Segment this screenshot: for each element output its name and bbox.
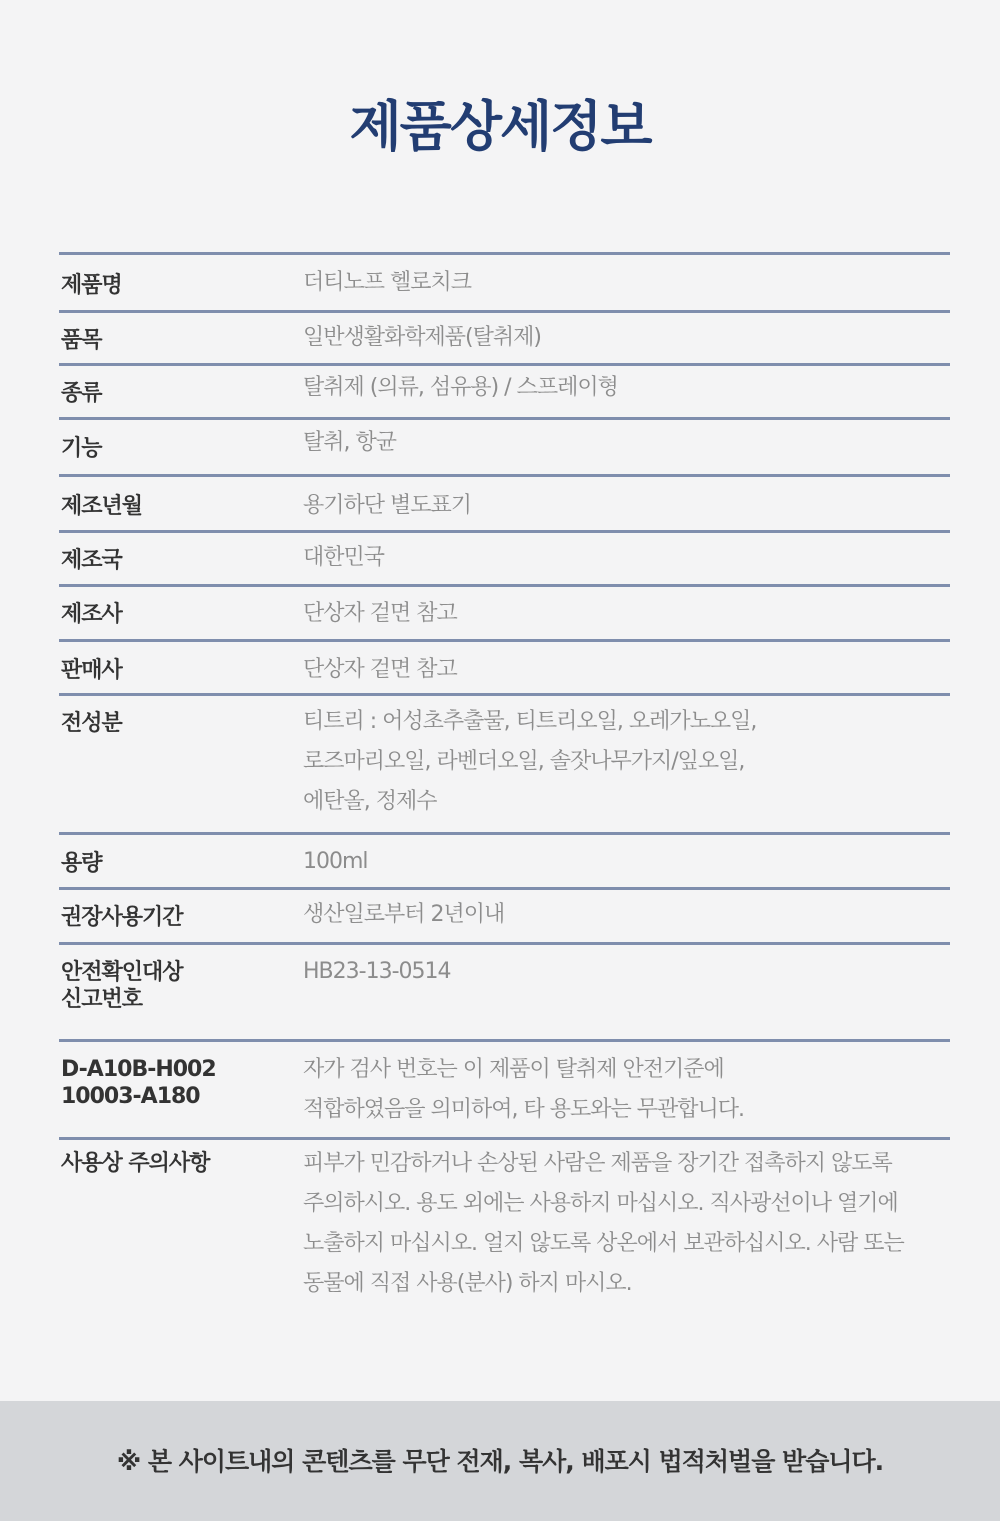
spec-row-function bbox=[59, 417, 950, 474]
spec-label: 사용상 주의사항 bbox=[61, 1151, 210, 1176]
spec-value-line: 탈취, 항균 bbox=[303, 430, 396, 455]
spec-value bbox=[303, 486, 950, 530]
spec-row-type bbox=[59, 363, 950, 417]
spec-row-product-name bbox=[59, 252, 950, 310]
spec-value-line: 티트리 : 어성초추출물, 티트리오일, 오레가노오일, bbox=[303, 709, 757, 734]
spec-label bbox=[59, 1056, 303, 1137]
spec-label: 권장사용기간 bbox=[61, 905, 183, 930]
spec-value bbox=[303, 895, 950, 942]
spec-label: 제조년월 bbox=[61, 494, 143, 519]
spec-label-line: 신고번호 bbox=[61, 987, 143, 1012]
spec-row-recommended-period bbox=[59, 887, 950, 942]
spec-value-line: 100ml bbox=[303, 849, 368, 874]
spec-value-line: 단상자 겉면 참고 bbox=[303, 657, 457, 682]
spec-label: 용량 bbox=[61, 851, 102, 876]
spec-value-line: 용기하단 별도표기 bbox=[303, 493, 472, 518]
spec-label: 종류 bbox=[61, 381, 102, 406]
spec-label: 판매사 bbox=[61, 658, 122, 683]
spec-value bbox=[303, 1144, 950, 1317]
spec-value-line: HB23-13-0514 bbox=[303, 959, 451, 984]
spec-value-line: 로즈마리오일, 라벤더오일, 솔잣나무가지/잎오일, bbox=[303, 749, 745, 774]
spec-label-line: 안전확인대상 bbox=[61, 960, 183, 985]
spec-value-line: 일반생활화학제품(탈취제) bbox=[303, 325, 541, 350]
spec-value-line: 피부가 민감하거나 손상된 사람은 제품을 장기간 접촉하지 않도록 bbox=[303, 1151, 892, 1176]
spec-row-safety-report-number bbox=[59, 942, 950, 1039]
spec-value bbox=[303, 842, 950, 887]
spec-row-seller bbox=[59, 639, 950, 693]
spec-label-line: D-A10B-H002 bbox=[61, 1057, 216, 1082]
spec-label: 제조사 bbox=[61, 602, 122, 627]
spec-value-line: 더티노프 헬로치크 bbox=[303, 270, 472, 295]
copyright-notice: ※ 본 사이트내의 콘텐츠를 무단 전재, 복사, 배포시 법적처벌을 받습니다. bbox=[116, 1447, 884, 1476]
spec-value-line: 자가 검사 번호는 이 제품이 탈취제 안전기준에 bbox=[303, 1057, 724, 1082]
spec-label: 제품명 bbox=[61, 273, 122, 298]
spec-row-manufacture-date bbox=[59, 474, 950, 530]
spec-row-precautions bbox=[59, 1137, 950, 1317]
spec-row-category bbox=[59, 310, 950, 363]
spec-label: 품목 bbox=[61, 328, 102, 353]
spec-row-manufacturer bbox=[59, 584, 950, 639]
spec-value-line: 적합하였음을 의미하여, 타 용도와는 무관합니다. bbox=[303, 1097, 745, 1122]
spec-value-line: 단상자 겉면 참고 bbox=[303, 601, 457, 626]
spec-row-volume bbox=[59, 832, 950, 887]
spec-value bbox=[303, 594, 950, 639]
spec-table bbox=[59, 252, 950, 1317]
spec-value bbox=[303, 1050, 950, 1137]
spec-label-line: 10003-A180 bbox=[61, 1084, 200, 1109]
spec-value-line: 노출하지 마십시오. 얼지 않도록 상온에서 보관하십시오. 사람 또는 bbox=[303, 1231, 904, 1256]
spec-value-line: 탈취제 (의류, 섬유용) / 스프레이형 bbox=[303, 375, 618, 400]
spec-value bbox=[303, 702, 950, 832]
spec-label: 전성분 bbox=[61, 711, 122, 736]
spec-value-line: 생산일로부터 2년이내 bbox=[303, 902, 505, 927]
spec-label: 제조국 bbox=[61, 548, 122, 573]
spec-value bbox=[303, 538, 950, 584]
spec-value-line: 동물에 직접 사용(분사) 하지 마시오. bbox=[303, 1271, 632, 1296]
spec-row-self-test-number bbox=[59, 1039, 950, 1137]
spec-label bbox=[59, 959, 303, 1039]
spec-value bbox=[303, 368, 950, 417]
spec-value-line: 주의하시오. 용도 외에는 사용하지 마십시오. 직사광선이나 열기에 bbox=[303, 1191, 898, 1216]
spec-row-ingredients bbox=[59, 693, 950, 832]
spec-row-country bbox=[59, 530, 950, 584]
spec-value bbox=[303, 263, 950, 310]
footer bbox=[0, 1401, 1000, 1521]
spec-value bbox=[303, 650, 950, 693]
spec-value bbox=[303, 318, 950, 363]
spec-value bbox=[303, 952, 950, 1039]
spec-value-line: 대한민국 bbox=[303, 545, 385, 570]
spec-value-line: 에탄올, 정제수 bbox=[303, 789, 437, 814]
spec-value bbox=[303, 423, 950, 474]
spec-label: 기능 bbox=[61, 436, 102, 461]
page-title: 제품상세정보 bbox=[349, 95, 651, 158]
